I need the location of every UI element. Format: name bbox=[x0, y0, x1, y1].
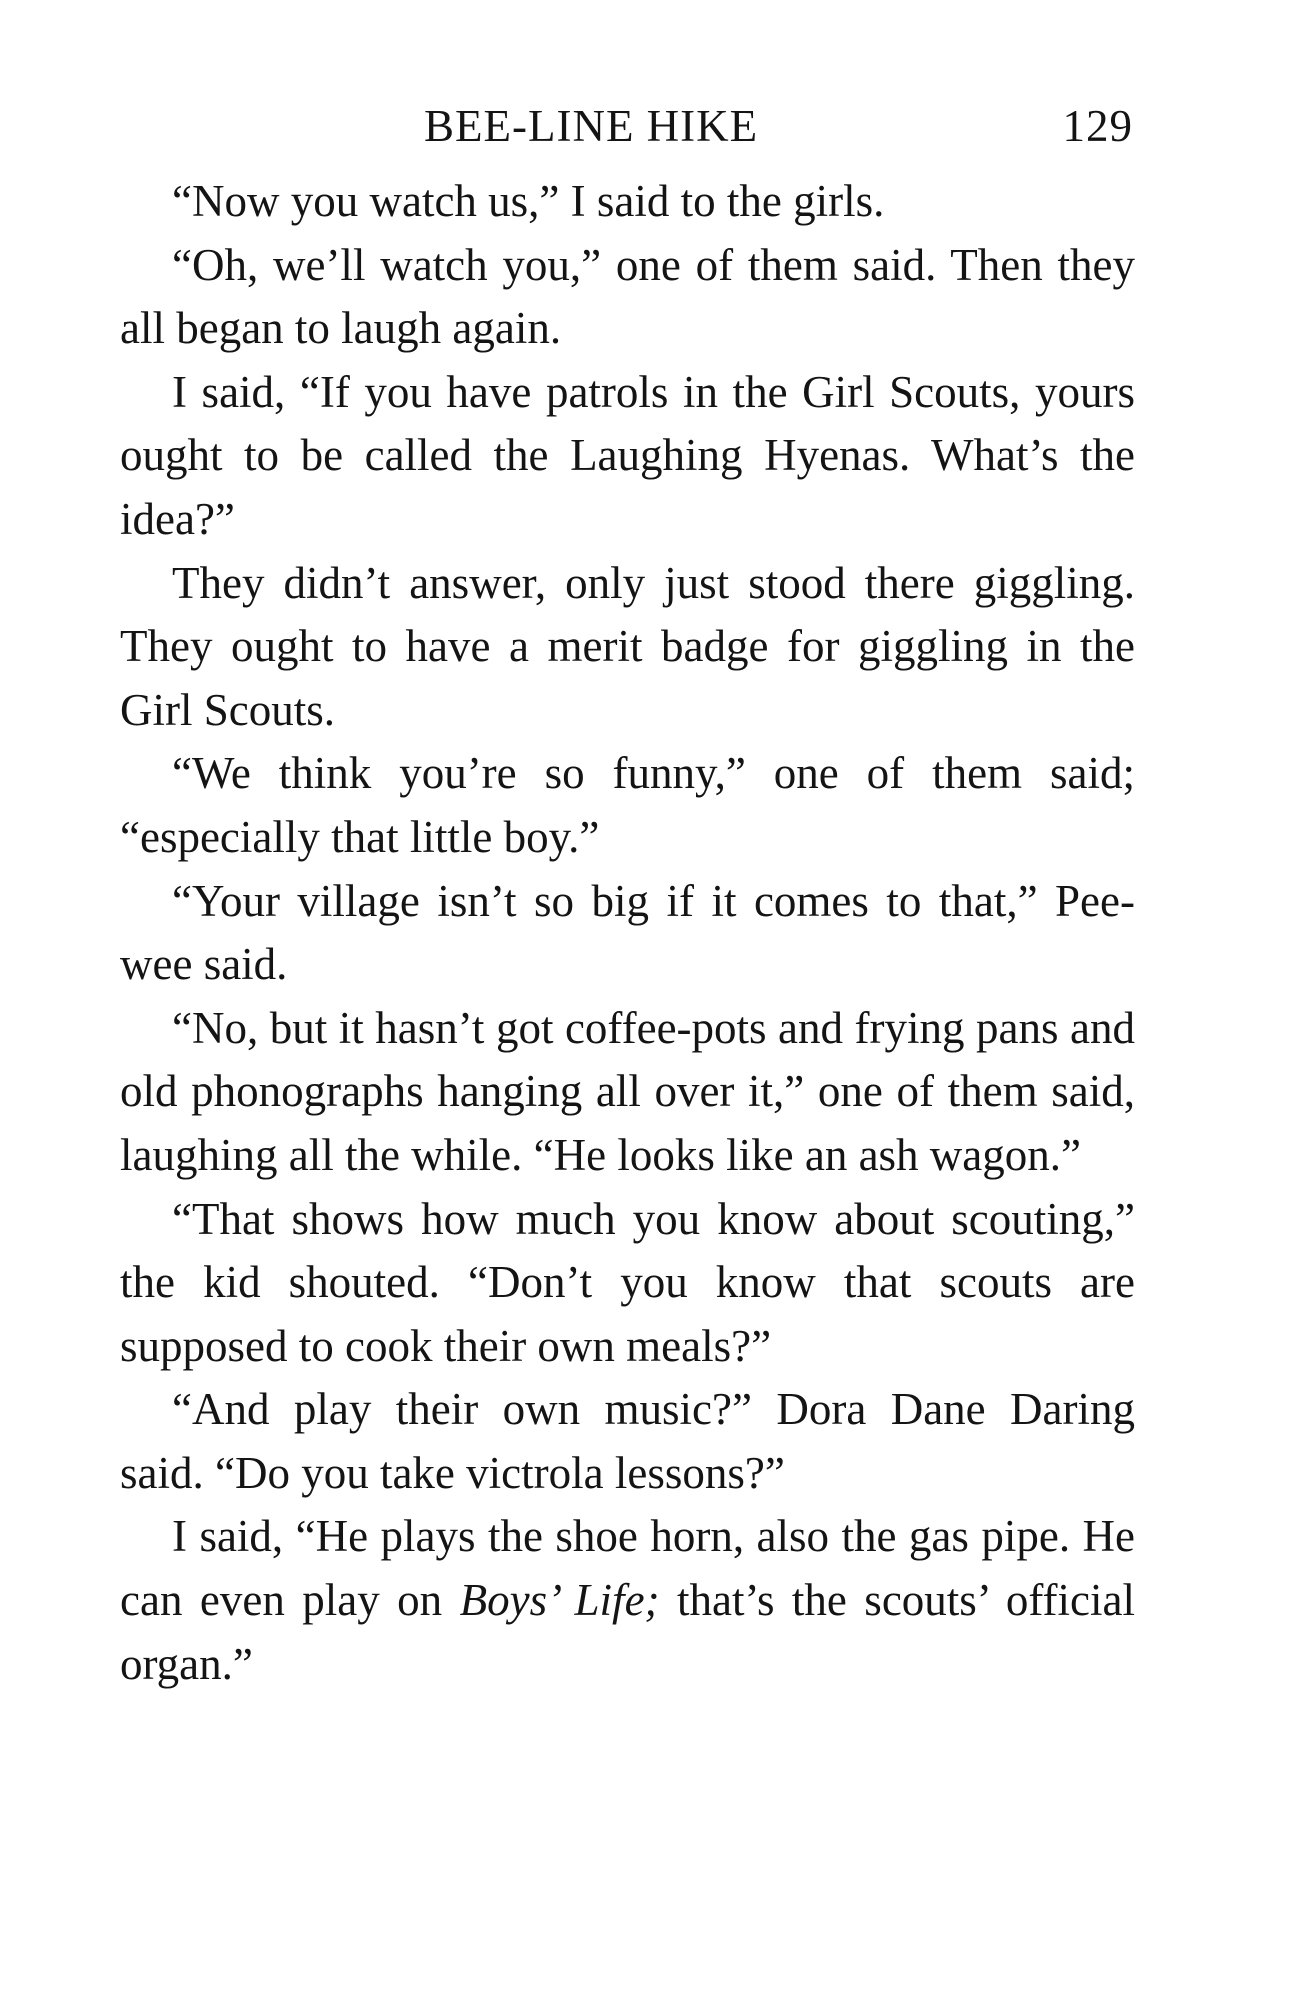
paragraph: “We think you’re so funny,” one of them said; “especially that little boy.” bbox=[120, 748, 1135, 862]
running-title: BEE-LINE HIKE bbox=[424, 101, 759, 151]
paragraph: “Your village isn’t so big if it comes to that,” Pee-wee said. bbox=[120, 875, 1135, 990]
running-head bbox=[120, 100, 1135, 170]
page-number: 129 bbox=[1062, 101, 1133, 151]
paragraph-text-after-title: that’s the scouts’ official organ.” bbox=[120, 1575, 1135, 1689]
paragraph: “Oh, we’ll watch you,” one of them said. Then they all began to laugh again. bbox=[120, 239, 1135, 354]
paragraph: “Now you watch us,” I said to the girls. bbox=[172, 176, 885, 226]
body-text bbox=[120, 170, 1135, 1696]
paragraph bbox=[120, 1505, 1135, 1696]
magazine-title: Boys’ Life; bbox=[459, 1575, 660, 1626]
paragraph-text-before-title: I said, “He plays the shoe horn, also the gas pipe. He can even play on bbox=[120, 1511, 1135, 1626]
paragraph: They didn’t answer, only just stood there giggling. They ought to have a merit badge for giggling in the Girl Scouts. bbox=[120, 557, 1135, 735]
paragraph: “And play their own music?” Dora Dane Daring said. “Do you take victrola lessons?” bbox=[120, 1384, 1135, 1498]
paragraph: I said, “If you have patrols in the Girl Scouts, yours ought to be called the Laughing Hyenas. What’s the idea?” bbox=[120, 366, 1135, 544]
book-page bbox=[120, 100, 1135, 1696]
paragraph: “No, but it hasn’t got coffee-pots and frying pans and old phonographs hanging all over it,” one of them said, laughing all the while. “He looks like an ash wagon.” bbox=[120, 1002, 1135, 1180]
paragraph: “That shows how much you know about scouting,” the kid shouted. “Don’t you know that scouts are supposed to cook their own meals?” bbox=[120, 1193, 1135, 1371]
